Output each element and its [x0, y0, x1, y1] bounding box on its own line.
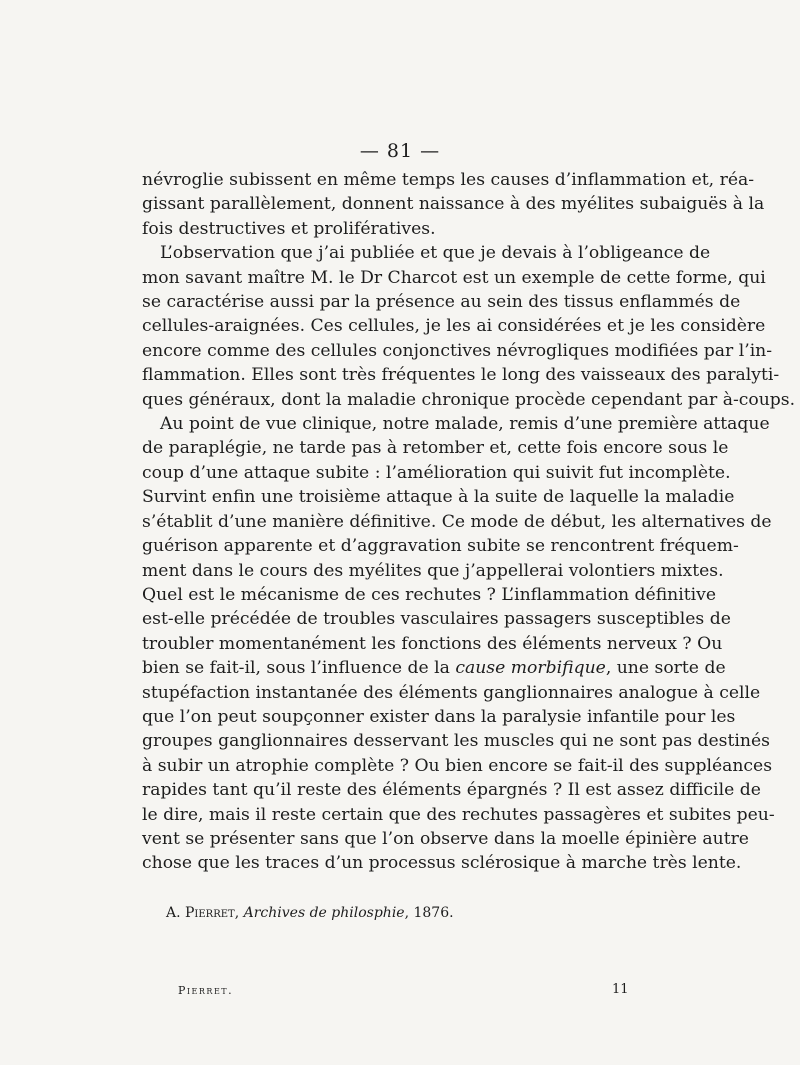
text-line: de paraplégie, ne tarde pas à retomber et, cette fois encore sous le [142, 438, 729, 459]
text-line: guérison apparente et d’aggravation subite se rencontrent fréquem- [142, 536, 739, 557]
text-line: névroglie subissent en même temps les causes d’inflammation et, réa- [142, 170, 755, 190]
text-line: ment dans le cours des myélites que j’appellerai volontiers mixtes. [142, 560, 724, 581]
text-line: chose que les traces d’un processus sclérosique à marche très lente. [142, 853, 742, 874]
text-line: ques généraux, dont la maladie chronique procède cependant par à-coups. [142, 389, 796, 410]
sheet-mark: 11 [612, 982, 629, 997]
page-number: — 81 — [359, 140, 441, 162]
text-line: que l’on peut soupçonner exister dans la paralysie infantile pour les [142, 706, 736, 727]
text-segment: , une sorte de [605, 658, 726, 679]
text-line: troubler momentanément les fonctions des éléments nerveux ? Ou [142, 633, 723, 654]
text-segment: bien se fait-il, sous l’influence de la [142, 658, 450, 679]
footnote: A. Pierret, Archives de philosphie, 1876. [166, 905, 454, 921]
text-line: mon savant maître M. le Dr Charcot est un exemple de cette forme, qui [142, 267, 766, 288]
text-line: L’observation que j’ai publiée et que je devais à l’obligeance de [160, 243, 711, 264]
body-text [142, 168, 796, 876]
text-line: se caractérise aussi par la présence au sein des tissus enflammés de [142, 292, 741, 313]
footnote-year: 1876. [413, 905, 454, 921]
text-line: stupéfaction instantanée des éléments ganglionnaires analogue à celle [142, 682, 761, 703]
text-line: fois destructives et prolifératives. [142, 218, 436, 239]
text-line: encore comme des cellules conjonctives névrogliques modifiées par l’in- [142, 340, 773, 361]
footnote-journal: Archives de philosphie [243, 905, 405, 921]
text-line: rapides tant qu’il reste des éléments épargnés ? Il est assez difficile de [142, 780, 761, 801]
italic-phrase: cause morbifique [455, 658, 606, 679]
footnote-author: Pierret [185, 905, 235, 921]
text-line: Survint enfin une troisième attaque à la suite de laquelle la maladie [142, 487, 735, 508]
text-line: à subir un atrophie complète ? Ou bien encore se fait-il des suppléances [142, 755, 773, 776]
text-line: est-elle précédée de troubles vasculaires passagers susceptibles de [142, 609, 731, 630]
text-line: groupes ganglionnaires desservant les muscles qui ne sont pas destinés [142, 731, 770, 752]
text-line: gissant parallèlement, donnent naissance à des myélites subaiguës à la [142, 194, 765, 215]
text-line: coup d’une attaque subite : l’amélioration qui suivit fut incomplète. [142, 462, 731, 483]
text-line-mixed [142, 656, 726, 680]
text-line: s’établit d’une manière définitive. Ce mode de début, les alternatives de [142, 511, 772, 532]
text-line: le dire, mais il reste certain que des rechutes passagères et subites peu- [142, 804, 775, 825]
text-line: Quel est le mécanisme de ces rechutes ? L’inflammation définitive [142, 584, 717, 605]
text-line: cellules-araignées. Ces cellules, je les ai considérées et je les considère [142, 316, 766, 337]
text-line: Au point de vue clinique, notre malade, remis d’une première attaque [160, 414, 770, 435]
text-line: flammation. Elles sont très fréquentes le long des vaisseaux des paralyti- [142, 365, 780, 386]
footnote-initial: A. [166, 905, 181, 921]
printer-signature: Pierret. [178, 984, 234, 997]
text-line: vent se présenter sans que l’on observe dans la moelle épinière autre [142, 828, 749, 849]
